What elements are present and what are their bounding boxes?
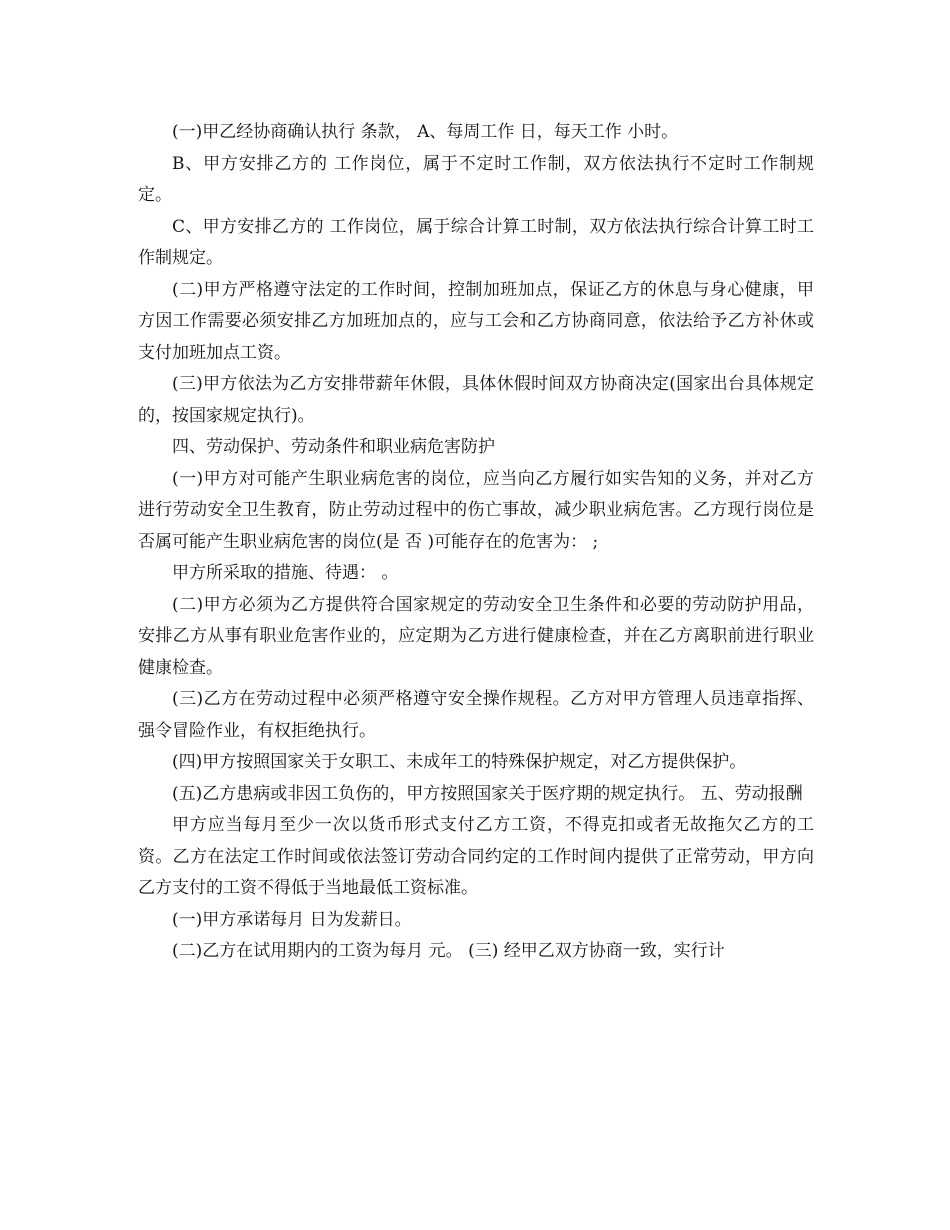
paragraph-wage-payment: 甲方应当每月至少一次以货币形式支付乙方工资，不得克扣或者无故拖欠乙方的工资。乙方在法定工作时间或依法签订劳动合同约定的工作时间内提供了正常劳动，甲方向乙方支付的工资不得低于当地最低工资标准。 [138,815,814,898]
paragraph-overtime: (二)甲方严格遵守法定的工作时间，控制加班加点，保证乙方的休息与身心健康，甲方因工作需要必须安排乙方加班加点的，应与工会和乙方协商同意，依法给予乙方补休或支付加班加点工资。 [138,279,814,363]
paragraph-probation-wage: (二)乙方在试用期内的工资为每月 元。 (三) 经甲乙双方协商一致，实行计 [172,941,725,961]
section-heading-labor-protection: 四、劳动保护、劳动条件和职业病危害防护 [172,437,495,457]
paragraph-safety-rules: (三)乙方在劳动过程中必须严格遵守安全操作规程。乙方对甲方管理人员违章指挥、强令冒险作业，有权拒绝执行。 [138,689,814,741]
paragraph-occupational-hazard-disclosure: (一)甲方对可能产生职业病危害的岗位，应当向乙方履行如实告知的义务，并对乙方进行劳动安全卫生教育，防止劳动过程中的伤亡事故，减少职业病危害。乙方现行岗位是否属可能产生职业病危害的岗位(是 否 )可能存在的危害为： ; [138,468,814,552]
paragraph-safety-conditions: (二)甲方必须为乙方提供符合国家规定的劳动安全卫生条件和必要的劳动防护用品，安排乙方从事有职业危害作业的，应定期为乙方进行健康检查，并在乙方离职前进行职业健康检查。 [138,594,814,678]
paragraph-medical-period: (五)乙方患病或非因工负伤的，甲方按照国家关于医疗期的规定执行。 五、劳动报酬 [172,783,803,804]
paragraph-annual-leave: (三)甲方依法为乙方安排带薪年休假，具体休假时间双方协商决定(国家出台具体规定的，按国家规定执行)。 [138,374,814,426]
paragraph-measures-treatment: 甲方所采取的措施、待遇： 。 [172,563,399,583]
paragraph-work-hours-option-a: (一)甲乙经协商确认执行 条款， A、每周工作 日，每天工作 小时。 [172,122,679,142]
paragraph-work-hours-option-b: B、甲方安排乙方的 工作岗位，属于不定时工作制，双方依法执行不定时工作制规定。 [138,153,814,205]
paragraph-work-hours-option-c: C、甲方安排乙方的 工作岗位，属于综合计算工时制，双方依法执行综合计算工时工作制规定。 [138,216,814,268]
paragraph-payday: (一)甲方承诺每月 日为发薪日。 [172,909,412,930]
document-body [138,117,814,968]
paragraph-special-protection: (四)甲方按照国家关于女职工、未成年工的特殊保护规定，对乙方提供保护。 [172,752,747,772]
